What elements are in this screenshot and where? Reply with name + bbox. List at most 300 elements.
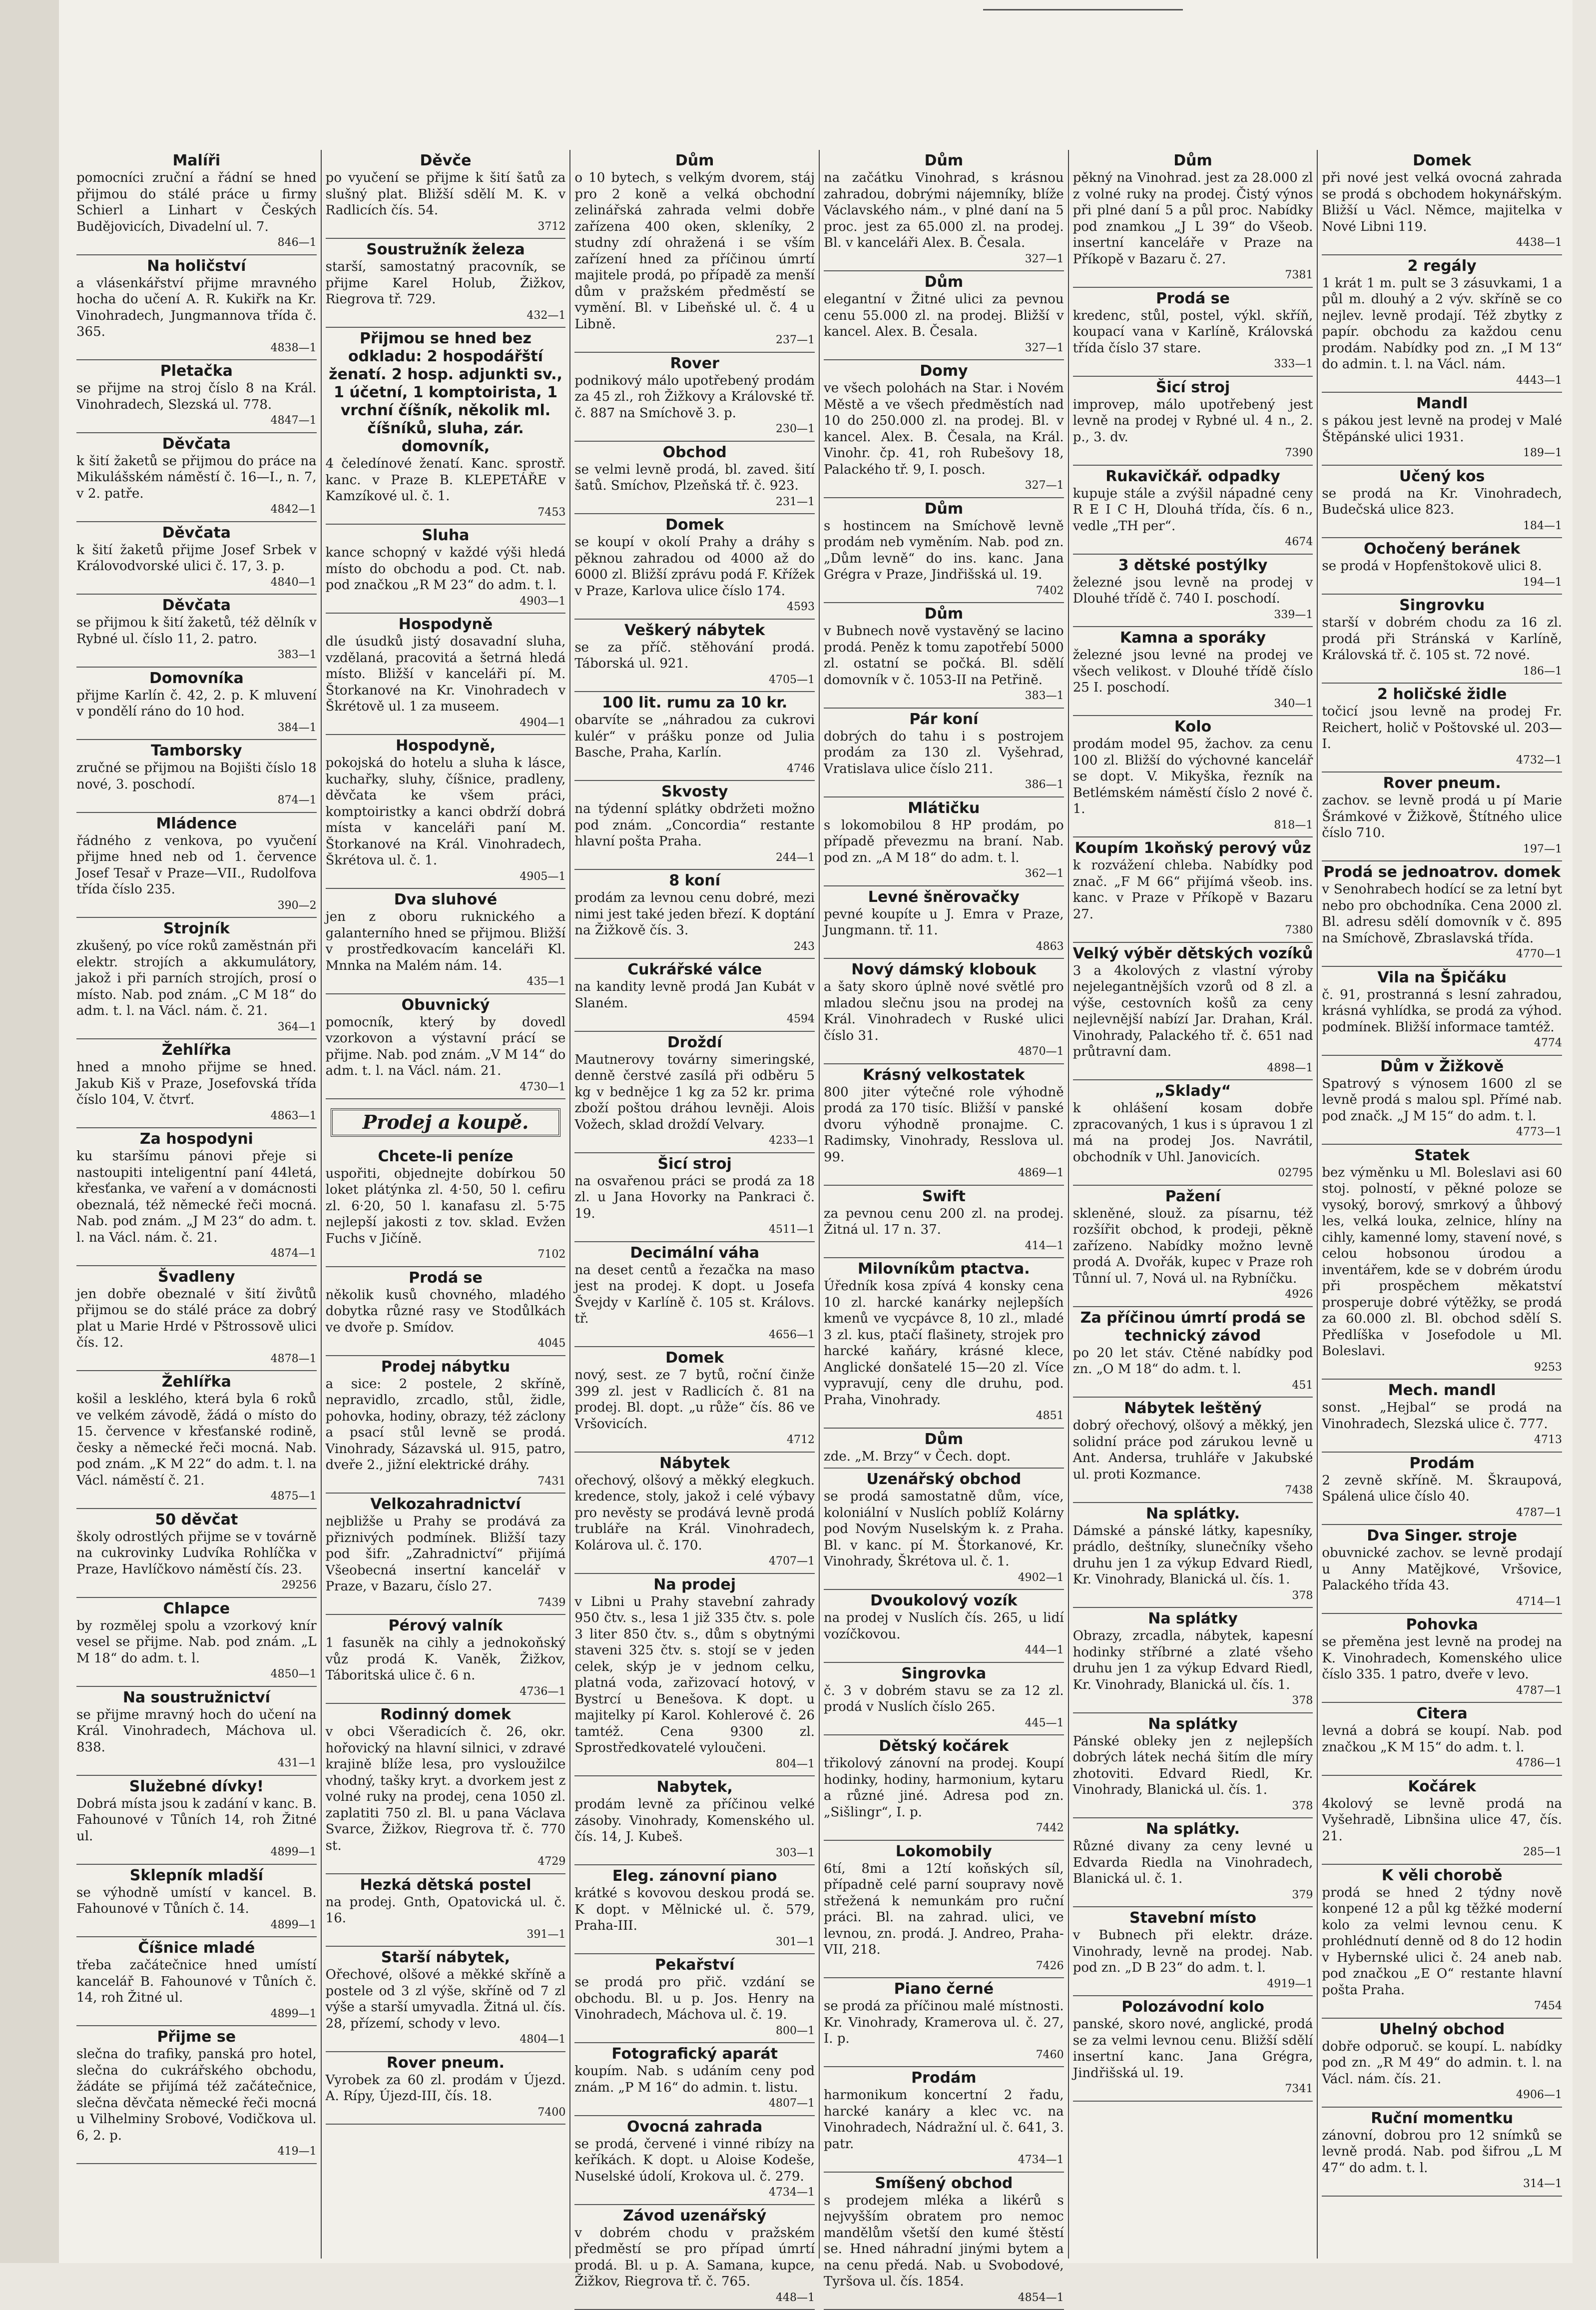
ad-title: Přijme se [76,2028,317,2046]
ad-title: Nábytek [574,1455,815,1473]
ad-title: Vila na Špičáku [1322,969,1562,987]
classified-ad [326,614,566,735]
ad-text: uspořiti, objednejte dobírkou 50 loket plátýnka zl. 4·50, 50 l. cefiru zl. 6·20, 50 l. kanafasu zl. 5·75 nejlepší jakosti z tov. sklad. Evžen Fuchs v Jičíně. [326,1166,566,1246]
ad-code: 4863 [824,939,1064,955]
classified-ad [326,525,566,614]
ad-code: 4511—1 [574,1222,815,1238]
ad-body [326,170,566,235]
classified-ad [1322,393,1562,466]
ad-title: Rover pneum. [1322,774,1562,792]
ad-title: Na splátky [1073,1715,1313,1733]
ad-body [76,760,317,809]
ad-title: Statek [1322,1147,1562,1165]
ad-code: 386—1 [824,777,1064,793]
classified-ad [76,1371,317,1509]
ad-body [574,462,815,511]
ad-body [326,1014,566,1096]
ad-title: Chcete-li peníze [326,1148,566,1166]
ad-text: košil a lesklého, která byla 6 roků ve velkém závodě, žádá o místo do 15. července v křesťanské rodině, česky a německé řeči mocná. Nab. pod znám. „K M 22“ do adm. t. l. na Václ. náměstí č. 21. [76,1392,317,1488]
ad-body [326,1287,566,1352]
classified-ad [76,918,317,1039]
ad-code: 4233—1 [574,1133,815,1149]
ad-code: 4899—1 [76,2006,317,2023]
ad-code: 230—1 [574,421,815,438]
ad-body [1322,1634,1562,1699]
ad-body [824,291,1064,356]
ad-title: Žehlířka [76,1373,317,1391]
ad-title: Pár koní [824,711,1064,729]
classified-ad [76,668,317,741]
ad-body [824,623,1064,705]
ad-text: se přijmou k šití žaketů, též dělník v Rybné ul. číslo 11, 2. patro. [76,615,317,647]
ad-code: 4804—1 [326,2032,566,2048]
ad-code: 435—1 [326,974,566,990]
ad-body [574,1367,815,1449]
ad-code: 378 [1073,1588,1313,1604]
ad-code: 285—1 [1322,1844,1562,1861]
classified-ad [1073,1503,1313,1608]
ad-text: na začátku Vinohrad, s krásnou zahradou, dobrými nájemníky, blíže Václavského nám., v plné daní na 5 proc. jest za 65.000 zl. na prodej. Bl. v kanceláři Alex. B. Česala. [824,170,1064,250]
classified-ad [1322,1614,1562,1703]
ad-code: 301—1 [574,1934,815,1951]
ad-code: 4874—1 [76,1246,317,1262]
ad-title: Velký výběr dětských vozíků [1073,945,1313,963]
ad-text: prodám model 95, žachov. za cenu 100 zl. Bližší do výchovné kancelář se dopt. V. Mikyška, řezník na Betlémském náměstí číslo 2 nové č. 1. [1073,737,1313,816]
ad-code: 314—1 [1322,2176,1562,2193]
ad-code: 7431 [326,1474,566,1490]
ad-text: nejbližše u Prahy se prodává za přiznivých podmínek. Bližší tazy pod šifr. „Zahradnictví“ přijímá Všeobecná insertní kancelář v Praze, v Bazaru, číslo 27. [326,1514,566,1594]
ad-text: v dobrém chodu v pražském předměstí se pro případ úmrtí prodá. Bl. u p. A. Samana, kupce, Žižkov, Riegrova tř. č. 765. [574,2226,815,2290]
ad-body [76,453,317,518]
ad-title: 50 děvčat [76,1511,317,1529]
classified-ad [1322,2019,1562,2108]
ad-code: 339—1 [1073,607,1313,624]
classified-ad [574,781,815,870]
classified-ad [824,1186,1064,1259]
ad-text: na deset centů a řezačka na maso jest na prodej. K dopt. u Josefa Švejdy v Karlíně č. 105 st. Královs. tř. [574,1263,815,1327]
ad-code: 4712 [574,1432,815,1449]
ad-title: Nabytek, [574,1778,815,1796]
ad-title: Ruční momentku [1322,2110,1562,2128]
ad-title: „Sklady“ [1073,1082,1313,1100]
ad-code: 4847—1 [76,413,317,429]
ad-text: v Bubnech nově vystavěný se lacino prodá. Peněz k tomu zapotřebí 5000 zl. ostatní se počká. Bl. sdělí domovník v č. 1053-II na Petřině. [824,624,1064,688]
ad-code: 186—1 [1322,664,1562,680]
ad-code: 02795 [1073,1165,1313,1182]
ad-code: 4878—1 [76,1351,317,1368]
ad-title: Mech. mandl [1322,1382,1562,1400]
ad-code: 194—1 [1322,575,1562,591]
classified-ad [824,1663,1064,1736]
ad-body [824,1084,1064,1182]
ad-title: Singrovka [824,1665,1064,1683]
ad-body [1073,170,1313,284]
ad-code: 4919—1 [1073,1976,1313,1993]
ad-title: Domek [1322,152,1562,170]
classified-ad [1322,967,1562,1056]
ad-text: hned a mnoho přijme se hned. Jakub Kiš v Praze, Josefovská třída číslo 104, V. čtvrť. [76,1060,317,1107]
ad-code: 244—1 [574,850,815,866]
ad-text: zánovní, dobrou pro 12 snímků se levně prodá. Nab. pod šifrou „L M 47“ do adm. t. l. [1322,2128,1562,2176]
ad-title: Šicí stroj [574,1155,815,1173]
ad-body [824,979,1064,1060]
column-4 [820,150,1069,2259]
ad-title: Obchod [574,444,815,462]
ad-code: 4854—1 [824,2290,1064,2307]
ad-body [1073,1100,1313,1182]
ad-code: 4902—1 [824,1570,1064,1586]
ad-body [1322,486,1562,535]
ad-title: Domek [574,516,815,534]
ad-title: 2 holičské židle [1322,686,1562,704]
ad-text: harmonikum koncertní 2 řadu, harcké kanáry a klec vc. na Vinohradech, Nádražní ul. č. 641, 3. patr. [824,2088,1064,2152]
ad-text: Obrazy, zrcadla, nábytek, kapesní hodinky stříbrné a zlaté všeho druhu jen 1 za výkup Edvard Riedl, Kr. Vinohrady, Blanická ul. čís. 1. [1073,1628,1313,1692]
ad-title: Rukavičkář. odpadky [1073,468,1313,486]
ad-text: železné jsou levné na prodej ve všech velikost. v Dlouhé třídě číslo 25 I. poschodí. [1073,648,1313,695]
ad-title: Pletačka [76,362,317,380]
ad-title: Žehlířka [76,1041,317,1059]
classified-ad [1322,595,1562,684]
ad-text: přijme Karlín č. 42, 2. p. K mluvení v pondělí ráno do 10 hod. [76,688,317,720]
classified-ad [1322,538,1562,595]
classified-ad [824,1978,1064,2067]
ad-text: s pákou jest levně na prodej v Malé Štěpánské ulici 1931. [1322,413,1562,445]
classified-ad [574,692,815,781]
ad-body [1073,1206,1313,1303]
ad-body [574,712,815,777]
classified-ad [1322,772,1562,861]
ad-body [1073,308,1313,373]
ad-title: Velkozahradnictví [326,1496,566,1514]
ad-body [76,615,317,664]
ad-text: za pevnou cenu 200 zl. na prodej. Žitná ul. 17 n. 37. [824,1206,1064,1238]
ad-text: prodám za levnou cenu dobré, mezi nimi jest také jeden březí. K doptání na Žižkově čís. 3. [574,890,815,938]
ad-text: 6tí, 8mi a 12tí koňských síl, případně celé parní soupravy nově střežená k nemunkám pro ruční práci. Bl. na zahrad. ulici, ve levnou, zn. prodá. J. Andreo, Praha-VII, 218. [824,1861,1064,1958]
ad-body [824,906,1064,955]
classified-ad [1073,1080,1313,1186]
ad-body [1322,275,1562,389]
ad-text: zručné se přijmou na Bojišti číslo 18 nové, 3. poschodí. [76,761,317,792]
ad-text: dobře odporuč. se koupí. L. nabídky pod zn. „R M 49“ do admin. t. l. na Václ. nám. čís. 21. [1322,2039,1562,2087]
ad-title: Na splátky. [1073,1505,1313,1523]
ad-title: Uhelný obchod [1322,2021,1562,2039]
ad-text: v Bubnech při elektr. dráze. Vinohrady, levně na prodej. Nab. pod zn. „D B 23“ do adm. t. l. [1073,1928,1313,1975]
ad-body [326,259,566,324]
classified-ad [326,1494,566,1615]
classified-ad [1073,943,1313,1081]
ad-body [1073,1418,1313,1499]
ad-code: 327—1 [824,478,1064,494]
classified-ad [824,959,1064,1064]
ad-code: 390—2 [76,898,317,914]
ad-body [1073,1628,1313,1709]
ad-title: Prodá se [326,1269,566,1287]
ad-text: sonst. „Hejbal“ se prodá na Vinohradech, Slezská ulice č. 777. [1322,1400,1562,1432]
ad-text: jen z oboru ruknického a galanterního hned se přijmou. Bližší v prostředkovacím kanceláři Kl. Mnnka na Malém nám. 14. [326,909,566,973]
ad-text: se přijme na stroj číslo 8 na Král. Vinohradech, Slezská ul. 778. [76,381,317,412]
classified-ad [76,255,317,361]
ad-title: Prodej nábytku [326,1358,566,1376]
ad-body [76,1286,317,1368]
ad-code: 7102 [326,1247,566,1263]
section-heading: Prodej a koupě. [331,1108,561,1137]
classified-ad [1073,1818,1313,1907]
ad-text: třikolový zánovní na prodej. Koupí hodinky, hodiny, harmonium, kytaru a různé jiné. Adresa pod zn. „Sišlingr“, I. p. [824,1756,1064,1820]
classified-ad [824,271,1064,360]
classified-ad [1322,1703,1562,1776]
ad-body [76,1148,317,1262]
ad-code: 4851 [824,1408,1064,1425]
ad-text: Ořechové, olšové a měkké skříně a postele od 3 zl výše, skříně od 7 zl výše a starší umyvadla. Žitná ul. čís. 28, přízemí, schody v levo. [326,1967,566,2031]
ad-text: se přijme mravný hoch do učení na Král. Vinohradech, Máchova ul. 838. [76,1707,317,1755]
ad-body [76,833,317,914]
classified-ad [824,1469,1064,1590]
classified-ad [1322,1056,1562,1145]
ad-title: Rover [574,355,815,373]
ad-text: zkušený, po více roků zaměstnán při elektr. strojích a akkumulátory, jakož i při parních strojích, prosí o místo. Nab. pod znám. „C M 18“ do adm. t. l. na Václ. nám. č. 21. [76,938,317,1018]
ad-body [1322,558,1562,591]
ad-code: 3712 [326,219,566,235]
ad-title: Polozávodní kolo [1073,1998,1313,2016]
ad-title: Rodinný domek [326,1706,566,1724]
ad-body [326,545,566,610]
ad-code: 7442 [824,1820,1064,1837]
ad-code: 383—1 [76,647,317,664]
ad-title: Služebné dívky! [76,1778,317,1796]
classified-ad [824,2173,1064,2310]
ad-body [574,373,815,438]
ad-text: a sice: 2 postele, 2 skříně, nepravidlo, zrcadlo, stůl, židle, pohovka, hodiny, obrazy, též záclony a psací stůl levně se prodá. Vinohrady, Sázavská ul. 915, patro, dveře 2., jižní elektrické dráhy. [326,1377,566,1473]
ad-code: 7402 [824,583,1064,600]
classified-columns [72,150,1566,2259]
ad-code: 7454 [1322,1998,1562,2015]
classified-ad [574,1242,815,1348]
ad-title: Švadleny [76,1268,317,1286]
ad-text: točicí jsou levně na prodej Fr. Reichert, holič v Poštovské ul. 203—I. [1322,704,1562,752]
ad-text: obuvnické zachov. se levně prodají u Anny Matějkové, Vršovice, Palackého třída 43. [1322,1545,1562,1593]
ad-code: 4904—1 [326,715,566,732]
ad-text: několik kusů chovného, mladého dobytka různé rasy ve Stodůlkách ve dvoře p. Smídov. [326,1288,566,1335]
ad-title: Pažení [1073,1188,1313,1206]
ad-text: skleněné, slouž. za písarnu, též rozšířit obchod, k prodeji, pěkně zařízeno. Nabídky možno levně prodá A. Dvořák, kupec v Praze roh Tůnní ul. 7, Nová ul. na Rybníčku. [1073,1206,1313,1286]
ad-title: Mandl [1322,395,1562,413]
classified-ad [1073,1307,1313,1398]
ad-body [326,755,566,885]
ad-code: 243 [574,939,815,955]
classified-ad [76,150,317,255]
ad-text: pokojská do hotelu a sluha k lásce, kuchařky, sluhy, číšnice, pradleny, děvčata ke všem práci, komptoiristky a kanci obdrží dobrá místa v kanceláři paní M. Štorkanové na Král. Vinohradech, Škrétova ul. č. 1. [326,756,566,868]
ad-text: kupuje stále a zvýšil nápadné ceny R E I C H, Dlouhá třída, čís. 6 n., vedle „TH per“. [1073,486,1313,534]
ad-title: Učený kos [1322,468,1562,486]
ad-text: ořechový, olšový a měkký elegkuch. kredence, stoly, jakož i celé výbavy pro nevěsty se prodává levně prodá trubláře na Král. Vinohradech, Kolárova ul. č. 170. [574,1473,815,1553]
classified-ad [76,1128,317,1266]
ad-title: Kamna a sporáky [1073,629,1313,647]
ad-body [76,2046,317,2160]
classified-ad [76,813,317,918]
ad-text: č. 3 v dobrém stavu se za 12 zl. prodá v Nuslích číslo 265. [824,1683,1064,1715]
classified-ad [824,1841,1064,1979]
ad-text: nový, sest. ze 7 bytů, roční činže 399 zl. jest v Radlicích č. 81 na prodej. Bl. dopt. „u růže“ čís. 86 ve Vršovicích. [574,1368,815,1432]
ad-text: elegantní v Žitné ulici za pevnou cenu 55.000 zl. na prodej. Bližší v kancel. Alex. B. Česala. [824,292,1064,339]
classified-ad [824,1735,1064,1841]
ad-body [326,1635,566,1700]
ad-text: by rozmělej spolu a vzorkový knír vesel se přijme. Nab. pod znám. „L M 18“ do adm. t. l. [76,1618,317,1666]
classified-ad [1073,377,1313,466]
ad-text: v Senohrabech hodící se za letní byt nebo pro obchodníka. Cena 2000 zl. Bl. adresu sdělí domovník v č. 895 na Smíchově, Zbraslavská třída. [1322,882,1562,946]
classified-ad [76,433,317,522]
classified-ad [76,740,317,813]
ad-body [574,170,815,349]
ad-text: obarvíte se „náhradou za cukrovi kulér“ v prášku ponze od Julia Basche, Praha, Karlín. [574,713,815,760]
ad-title: Koupím 1koňský perový vůz [1073,839,1313,857]
ad-body [76,1059,317,1124]
ad-code: 4840—1 [76,575,317,591]
ad-body [326,1724,566,1870]
ad-text: prodá se hned 2 týdny nově konpené 12 a půl kg těžké moderní kolo za velmi levnou cenu. K prohlédnutí denně od 8 do 12 hodin v Hybernské ulici č. 24 aneb nab. pod značkou „E O“ restante hlavní pošta Praha. [1322,1885,1562,1998]
ad-title: Děvčata [76,597,317,615]
ad-body [824,1755,1064,1837]
ad-body [76,1957,317,2022]
ad-title: Děvčata [76,524,317,542]
ad-code: 29256 [76,1577,317,1594]
ad-title: Smíšený obchod [824,2175,1064,2193]
classified-ad [1073,627,1313,716]
classified-ad [574,2043,815,2116]
ad-title: Lokomobily [824,1843,1064,1861]
ad-title: Na prodej [574,1576,815,1594]
ad-text: 2 zevně skříně. M. Škraupová, Spálená ulice číslo 40. [1322,1473,1562,1505]
ad-text: improvep, málo upotřebený jest levně na prodej v Rybné ul. 4 n., 2. p., 3. dv. [1073,397,1313,445]
ad-title: Nový dámský klobouk [824,961,1064,979]
ad-body [76,1707,317,1772]
ad-code: 419—1 [76,2144,317,2160]
classified-ad [76,1598,317,1687]
ad-body [326,2072,566,2121]
ad-body [824,170,1064,267]
ad-text: zde. „M. Brzy“ v Čech. dopt. [824,1449,1011,1464]
classified-ad [574,620,815,693]
ad-code: 414—1 [824,1238,1064,1255]
ad-body [1073,857,1313,939]
ad-title: Prodám [1322,1455,1562,1473]
ad-title: Pérový valník [326,1617,566,1635]
ad-text: školy odrostlých přijme se v továrně na cukrovinky Ludvíka Rohlíčka v Praze, Havlíčkovo náměstí čís. 23. [76,1530,317,1577]
ad-title: Číšnice mladé [76,1939,317,1957]
classified-ad [1073,1608,1313,1713]
ad-title: 100 lit. rumu za 10 kr. [574,694,815,712]
ad-code: 4674 [1073,534,1313,551]
classified-ad [1073,555,1313,628]
ad-text: a vlásenkářství přijme mravného hocha do učení A. R. Kukiřk na Kr. Vinohradech, Jungmannova třída č. 365. [76,276,317,340]
ad-body [824,518,1064,600]
ad-title: Fotografický aparát [574,2045,815,2063]
ad-title: Ochočený beránek [1322,540,1562,558]
ad-text: dle úsudků jistý dosavadní sluha, vzdělaná, pracovitá a šetrná hledá místo. Bližší v kanceláři pí. M. Štorkanové na Kr. Vinohradech v Škrétově ul. 1 za museem. [326,634,566,714]
ad-title: Závod uzenářský [574,2207,815,2225]
classified-ad [1073,716,1313,837]
classified-ad [824,1590,1064,1663]
ad-body [574,2136,815,2201]
ad-body [824,1449,1064,1465]
ad-title: Dům [574,152,815,170]
ad-code: 4807—1 [574,2096,815,2112]
classified-ad [1322,1865,1562,2019]
classified-ad [574,1153,815,1242]
ad-code: 444—1 [824,1642,1064,1659]
ad-text: podnikový málo upotřebený prodám za 45 zl., roh Žižkovy a Královské tř. č. 887 na Smíchově 3. p. [574,373,815,421]
ad-text: na prodej v Nuslích čís. 265, u lidí vozíčkovou. [824,1610,1064,1642]
ad-body [824,1610,1064,1659]
ad-code: 448—1 [574,2290,815,2307]
ad-text: se výhodně umístí v kancel. B. Fahounové v Tůních č. 14. [76,1885,317,1917]
ad-body [574,1796,815,1861]
ad-body [574,640,815,689]
ad-text: dobrých do tahu i s postrojem prodám za 130 zl. Vyšehrad, Vratislava ulice číslo 211. [824,729,1064,776]
ad-title: Děvčata [76,435,317,453]
ad-text: s hostincem na Smíchově levně prodám neb vyměním. Nab. pod zn. „Dům levně“ do ins. kanc. Jana Grégra v Praze, Jindřišská ul. 19. [824,519,1064,583]
ad-body [574,534,815,616]
ad-title: Dům [824,605,1064,623]
ad-body [1073,2016,1313,2098]
ad-text: třeba začátečnice hned umístí kancelář B. Fahounové v Tůních č. 14, roh Žitné ul. [76,1958,317,2005]
ad-body [574,2063,815,2112]
ad-body [574,801,815,866]
classified-ad [1322,1776,1562,1865]
ad-code: 7460 [824,2047,1064,2064]
ad-body [574,979,815,1028]
classified-ad [1322,466,1562,539]
ad-code: 237—1 [574,332,815,349]
ad-code: 4774 [1322,1035,1562,1052]
ad-title: Hezká dětská postel [326,1876,566,1894]
ad-code: 4045 [326,1336,566,1352]
classified-ad [574,1032,815,1153]
ad-title: Mlátičku [824,799,1064,817]
ad-title: Rover pneum. [326,2054,566,2072]
ad-title: Swift [824,1188,1064,1206]
ad-title: Decimální váha [574,1244,815,1262]
ad-body [1322,1076,1562,1141]
classified-ad [1073,1907,1313,1996]
ad-body [326,909,566,990]
ad-title: Cukrářské válce [574,961,815,979]
ad-text: panské, skoro nové, anglické, prodá se za velmi levnou cenu. Bližší sdělí insertní kanc. Jana Grégra, Jindřišská ul. 19. [1073,2017,1313,2081]
classified-ad [1322,1453,1562,1526]
ad-body [574,1052,815,1149]
ad-body [76,1391,317,1505]
column-1 [72,150,322,2259]
ad-title: Malíři [76,152,317,170]
classified-ad [1322,255,1562,393]
ad-title: Hospodyně, [326,737,566,755]
ad-text: starší v dobrém chodu za 16 zl. prodá při Stránská v Karlíně, Královská tř. č. 105 st. 72 nové. [1322,615,1562,663]
ad-text: jen dobře obeznalé v šití živůtů přijmou se do stálé práce za dobrý plat u Marie Hrdé v Pštrossově ulici čís. 12. [76,1287,317,1351]
ad-code: 4732—1 [1322,753,1562,769]
classified-ad [326,735,566,889]
classified-ad [326,1267,566,1356]
classified-ad [326,1704,566,1874]
classified-ad [574,2205,815,2310]
column-3 [570,150,820,2259]
ad-title: Eleg. zánovní piano [574,1867,815,1885]
ad-title: Mládence [76,815,317,833]
ad-title: Strojník [76,920,317,938]
ad-title: Přijmou se hned bez odkladu: 2 hospodářští ženatí. 2 hosp. adjunkti sv., 1 účetní, 1 komptoirista, 1 vrchní číšník, několik ml. číšníků, sluha, zár. domovník, [326,330,566,456]
ad-title: Levné šněrovačky [824,888,1064,906]
classified-ad [574,1453,815,1574]
ad-code: 327—1 [824,251,1064,268]
classified-ad [574,150,815,353]
